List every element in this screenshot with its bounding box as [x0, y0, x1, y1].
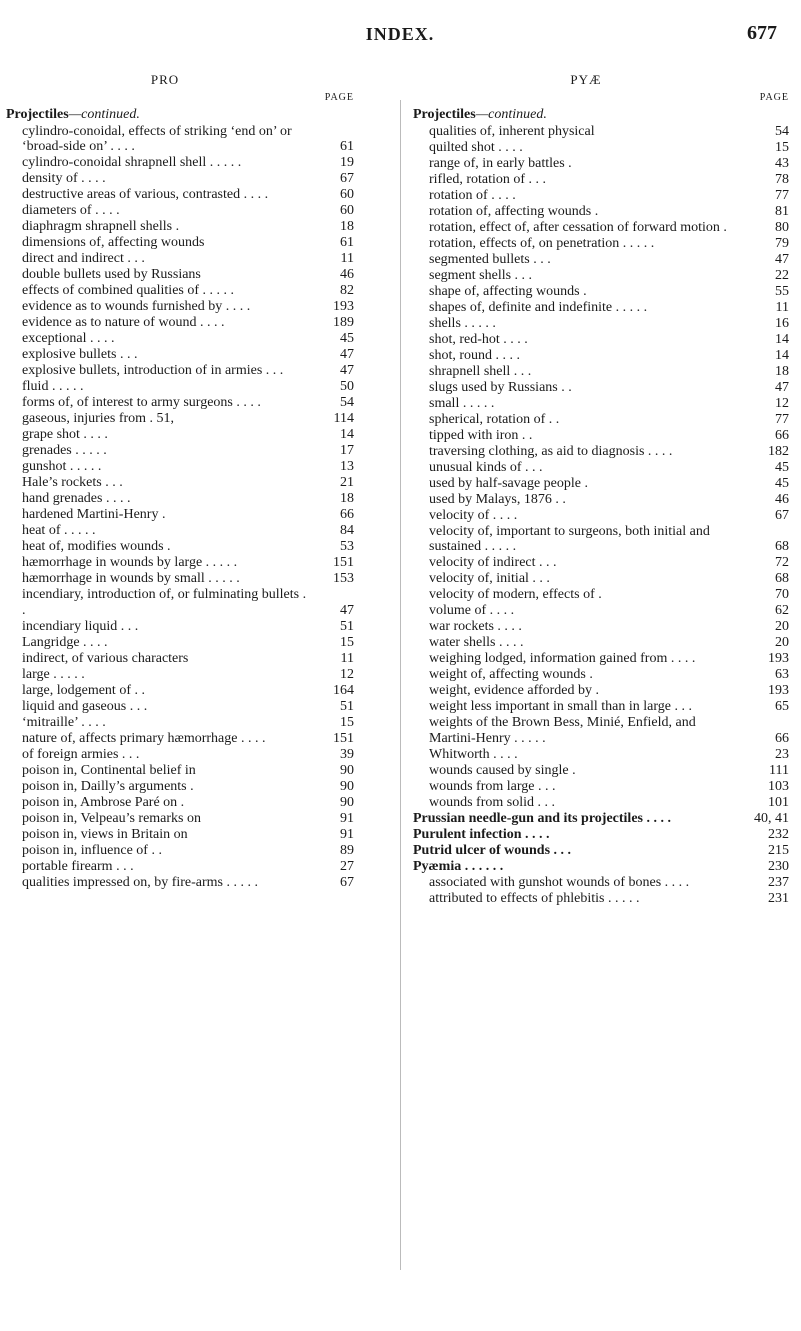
entry-text: nature of, affects primary hæmorrhage . . . .	[22, 730, 266, 746]
index-entry	[413, 364, 789, 380]
index-entry	[413, 204, 789, 220]
entry-text: weights of the Brown Bess, Minié, Enfield, and Martini-Henry . . . . .	[429, 715, 696, 746]
index-entry	[6, 555, 354, 571]
entry-page-ref: 193	[333, 299, 354, 314]
entry-page-ref: 23	[775, 746, 789, 762]
entry-page-ref: 11	[340, 650, 354, 666]
index-entry	[6, 283, 354, 299]
entry-page-ref: 15	[340, 634, 354, 650]
index-entry	[413, 555, 789, 571]
entry-page-ref: 12	[340, 666, 354, 682]
entry-text: portable firearm . . .	[22, 858, 134, 874]
entry-text: indirect, of various characters	[22, 650, 189, 666]
entry-text: large, lodgement of . .	[22, 682, 145, 698]
left-page-label: PAGE	[324, 91, 354, 103]
entry-page-ref: 91	[340, 826, 354, 842]
entry-text: shrapnell shell . . .	[429, 363, 532, 379]
entry-text: unusual kinds of . . .	[429, 459, 543, 475]
entry-text: wounds from solid . . .	[429, 794, 555, 810]
index-entry	[6, 747, 354, 763]
entry-page-ref: 103	[768, 778, 789, 794]
entry-page-ref: 89	[340, 842, 354, 858]
index-entry	[6, 411, 354, 427]
entry-page-ref: 230	[768, 858, 789, 874]
index-entry	[413, 476, 789, 492]
entry-page-ref: 21	[340, 475, 354, 490]
index-entry	[413, 779, 789, 795]
entry-page-ref: 63	[775, 667, 789, 682]
entry-text: poison in, Ambrose Paré on .	[22, 794, 185, 810]
index-entry	[6, 491, 354, 507]
entry-page-ref: 60	[340, 187, 354, 202]
entry-page-ref: 17	[340, 443, 354, 458]
entry-page-ref: 43	[775, 155, 789, 171]
index-entry	[413, 891, 789, 907]
entry-text: war rockets . . . .	[429, 619, 522, 634]
entry-page-ref: 20	[775, 619, 789, 634]
index-entry	[6, 155, 354, 171]
index-entry	[6, 651, 354, 667]
entry-page-ref: 45	[340, 331, 354, 346]
entry-text: shot, round . . . .	[429, 347, 520, 363]
entry-page-ref: 193	[768, 651, 789, 666]
index-entry	[6, 667, 354, 683]
index-entry	[413, 683, 789, 699]
entry-page-ref: 19	[340, 155, 354, 170]
entry-text: segmented bullets . . .	[429, 251, 551, 267]
entry-page-ref: 14	[775, 347, 789, 363]
left-heading-text: Projectiles	[6, 107, 69, 122]
index-entry	[413, 651, 789, 667]
index-entry	[413, 843, 789, 859]
entry-text: water shells . . . .	[429, 635, 524, 650]
index-entry	[413, 268, 789, 284]
index-entry	[413, 875, 789, 891]
index-entry	[6, 715, 354, 731]
entry-text: ‘mitraille’ . . . .	[22, 714, 106, 730]
entry-text: poison in, influence of . .	[22, 842, 162, 858]
entry-text: destructive areas of various, contrasted . . . .	[22, 187, 269, 202]
entry-page-ref: 114	[333, 411, 354, 426]
index-entry	[6, 635, 354, 651]
entry-text: volume of . . . .	[429, 603, 515, 618]
entry-page-ref: 46	[340, 267, 354, 282]
entry-text: rotation of, affecting wounds .	[429, 203, 599, 219]
entry-page-ref: 68	[775, 539, 789, 554]
entry-page-ref: 68	[775, 571, 789, 586]
entry-text: evidence as to wounds furnished by . . . .	[22, 299, 251, 314]
entry-page-ref: 82	[340, 283, 354, 298]
index-entry	[6, 171, 354, 187]
index-entry	[413, 667, 789, 683]
entry-text: rotation, effect of, after cessation of forward motion .	[429, 219, 727, 235]
index-entry	[6, 459, 354, 475]
entry-page-ref: 72	[775, 555, 789, 570]
right-range-label: PYÆ	[570, 72, 602, 87]
entry-page-ref: 78	[775, 171, 789, 187]
entry-page-ref: 13	[340, 459, 354, 474]
entry-page-ref: 67	[340, 171, 354, 186]
entry-page-ref: 65	[775, 699, 789, 714]
index-entry	[6, 571, 354, 587]
left-range-label: PRO	[150, 72, 180, 87]
entry-text: forms of, of interest to army surgeons . . . .	[22, 395, 261, 410]
index-entry	[6, 299, 354, 315]
entry-text: Pyæmia . . . . . .	[413, 858, 504, 874]
right-heading-suffix: —continued.	[475, 107, 547, 122]
index-entry	[6, 779, 354, 795]
entry-text: shape of, affecting wounds .	[429, 283, 587, 299]
entry-page-ref: 47	[775, 379, 789, 395]
index-entry	[6, 395, 354, 411]
index-entry	[6, 843, 354, 859]
entry-page-ref: 16	[775, 315, 789, 331]
entry-page-ref: 51	[340, 618, 354, 634]
entry-text: weight of, affecting wounds .	[429, 667, 593, 682]
index-entry	[413, 811, 789, 827]
entry-page-ref: 153	[333, 571, 354, 586]
index-entry	[6, 267, 354, 283]
left-heading	[6, 107, 354, 123]
entry-page-ref: 47	[340, 363, 354, 378]
entry-page-ref: 77	[775, 411, 789, 427]
index-entry	[413, 603, 789, 619]
entry-page-ref: 47	[775, 251, 789, 267]
entry-text: range of, in early battles .	[429, 155, 572, 171]
entry-text: qualities of, inherent physical	[429, 123, 595, 139]
entry-text: incendiary, introduction of, or fulminating bullets . .	[22, 587, 307, 618]
entry-page-ref: 40, 41	[754, 810, 789, 826]
entry-text: used by half-savage people .	[429, 475, 588, 491]
entry-page-ref: 55	[775, 283, 789, 299]
entry-page-ref: 11	[775, 299, 789, 315]
entry-text: gunshot . . . . .	[22, 459, 102, 474]
entry-page-ref: 15	[340, 714, 354, 730]
index-entry	[413, 220, 789, 236]
entry-text: hand grenades . . . .	[22, 491, 131, 506]
entry-page-ref: 193	[768, 683, 789, 698]
index-entry	[6, 203, 354, 219]
index-entry	[6, 251, 354, 267]
entry-page-ref: 164	[333, 682, 354, 698]
index-entry	[413, 188, 789, 204]
index-entry	[413, 747, 789, 763]
entry-text: effects of combined qualities of . . . . .	[22, 283, 235, 298]
entry-page-ref: 18	[340, 219, 354, 234]
entry-page-ref: 46	[775, 491, 789, 507]
entry-page-ref: 39	[340, 746, 354, 762]
index-entry	[413, 124, 789, 140]
index-entry	[413, 492, 789, 508]
index-entry	[413, 284, 789, 300]
index-entry	[6, 619, 354, 635]
entry-text: weighing lodged, information gained from . . . .	[429, 651, 696, 666]
entry-page-ref: 66	[775, 730, 789, 746]
entry-page-ref: 111	[769, 762, 789, 778]
index-entry	[6, 763, 354, 779]
entry-text: direct and indirect . . .	[22, 251, 145, 266]
entry-page-ref: 62	[775, 603, 789, 618]
entry-page-ref: 61	[340, 139, 354, 154]
entry-text: liquid and gaseous . . .	[22, 698, 148, 714]
entry-page-ref: 90	[340, 794, 354, 810]
entry-text: Purulent infection . . . .	[413, 826, 550, 842]
entry-text: poison in, Velpeau’s remarks on	[22, 810, 201, 826]
entry-page-ref: 53	[340, 539, 354, 554]
index-entry	[413, 380, 789, 396]
index-entry	[413, 619, 789, 635]
index-entry	[6, 875, 354, 891]
entry-text: diaphragm shrapnell shells .	[22, 219, 180, 234]
index-entry	[413, 571, 789, 587]
entry-text: evidence as to nature of wound . . . .	[22, 315, 225, 330]
column-divider	[400, 100, 401, 1270]
index-entry	[413, 300, 789, 316]
entry-text: heat of, modifies wounds .	[22, 539, 171, 554]
entry-text: quilted shot . . . .	[429, 139, 523, 155]
index-entry	[413, 412, 789, 428]
index-entry	[413, 172, 789, 188]
entry-text: shot, red-hot . . . .	[429, 331, 528, 347]
entry-page-ref: 14	[775, 331, 789, 347]
entry-text: wounds caused by single .	[429, 762, 576, 778]
entry-page-ref: 27	[340, 858, 354, 874]
entry-page-ref: 47	[340, 347, 354, 362]
index-entry	[413, 508, 789, 524]
index-entry	[413, 699, 789, 715]
index-entry	[6, 475, 354, 491]
entry-page-ref: 151	[333, 730, 354, 746]
entry-page-ref: 70	[775, 587, 789, 602]
entry-text: poison in, views in Britain on	[22, 826, 188, 842]
entry-page-ref: 18	[340, 491, 354, 506]
index-entry	[413, 316, 789, 332]
entry-text: explosive bullets, introduction of in armies . . .	[22, 363, 284, 378]
entry-text: tipped with iron . .	[429, 427, 533, 443]
entry-page-ref: 91	[340, 810, 354, 826]
entry-page-ref: 67	[775, 507, 789, 523]
index-entry	[6, 363, 354, 379]
right-column	[413, 72, 789, 907]
entry-page-ref: 80	[775, 219, 789, 235]
entry-page-ref: 22	[775, 267, 789, 283]
entry-text: Whitworth . . . .	[429, 746, 518, 762]
entry-page-ref: 11	[340, 251, 354, 266]
entry-text: velocity of, initial . . .	[429, 571, 550, 586]
entry-page-ref: 18	[775, 363, 789, 379]
entry-page-ref: 90	[340, 762, 354, 778]
entry-text: Langridge . . . .	[22, 634, 108, 650]
index-entry	[413, 140, 789, 156]
entry-text: exceptional . . . .	[22, 331, 115, 346]
index-entry	[413, 428, 789, 444]
index-entry	[6, 859, 354, 875]
index-entry	[413, 156, 789, 172]
entry-page-ref: 231	[768, 890, 789, 906]
entry-text: hardened Martini-Henry .	[22, 507, 166, 522]
entry-page-ref: 101	[768, 794, 789, 810]
entry-page-ref: 232	[768, 826, 789, 842]
entry-page-ref: 60	[340, 203, 354, 218]
index-entry	[413, 795, 789, 811]
index-entry	[6, 539, 354, 555]
index-entry	[6, 443, 354, 459]
entry-page-ref: 237	[768, 874, 789, 890]
index-entry	[6, 331, 354, 347]
index-entry	[413, 859, 789, 875]
index-entry	[6, 731, 354, 747]
index-entry	[6, 124, 354, 155]
index-entry	[6, 219, 354, 235]
entry-page-ref: 77	[775, 187, 789, 203]
entry-text: diameters of . . . .	[22, 203, 120, 218]
entry-text: wounds from large . . .	[429, 778, 556, 794]
entry-text: fluid . . . . .	[22, 379, 84, 394]
entry-text: spherical, rotation of . .	[429, 411, 560, 427]
entry-text: hæmorrhage in wounds by small . . . . .	[22, 571, 240, 586]
entry-page-ref: 215	[768, 842, 789, 858]
entry-page-ref: 66	[340, 507, 354, 522]
entry-text: rifled, rotation of . . .	[429, 171, 547, 187]
entry-page-ref: 66	[775, 427, 789, 443]
entry-text: large . . . . .	[22, 666, 85, 682]
right-entries	[413, 124, 789, 907]
entry-text: qualities impressed on, by fire-arms . . . . .	[22, 874, 259, 890]
entry-text: explosive bullets . . .	[22, 347, 138, 362]
entry-text: small . . . . .	[429, 395, 495, 411]
entry-text: poison in, Dailly’s arguments .	[22, 778, 194, 794]
left-entries	[6, 124, 354, 891]
index-entry	[413, 587, 789, 603]
index-entry	[413, 635, 789, 651]
running-head: INDEX.	[365, 24, 435, 44]
index-entry	[6, 427, 354, 443]
entry-page-ref: 45	[775, 475, 789, 491]
entry-page-ref: 84	[340, 523, 354, 538]
index-entry	[6, 811, 354, 827]
index-entry	[6, 379, 354, 395]
index-entry	[6, 699, 354, 715]
entry-page-ref: 182	[768, 443, 789, 459]
left-column	[6, 72, 354, 891]
entry-page-ref: 47	[340, 602, 354, 618]
entry-text: incendiary liquid . . .	[22, 618, 139, 634]
entry-page-ref: 54	[775, 123, 789, 139]
entry-page-ref: 54	[340, 395, 354, 410]
entry-text: velocity of, important to surgeons, both initial and sustained . . . . .	[429, 523, 710, 554]
index-entry	[413, 715, 789, 746]
index-entry	[6, 235, 354, 251]
entry-text: poison in, Continental belief in	[22, 762, 196, 778]
entry-text: rotation, effects of, on penetration . . . . .	[429, 235, 655, 251]
entry-text: attributed to effects of phlebitis . . . . .	[429, 890, 640, 906]
index-entry	[413, 827, 789, 843]
entry-page-ref: 61	[340, 235, 354, 250]
entry-page-ref: 12	[775, 395, 789, 411]
index-entry	[6, 795, 354, 811]
index-entry	[6, 683, 354, 699]
index-entry	[6, 315, 354, 331]
index-entry	[6, 523, 354, 539]
entry-page-ref: 67	[340, 874, 354, 890]
entry-text: shells . . . . .	[429, 315, 496, 331]
entry-page-ref: 151	[333, 555, 354, 570]
index-entry	[413, 348, 789, 364]
entry-text: associated with gunshot wounds of bones . . . .	[429, 874, 690, 890]
entry-page-ref: 51	[340, 698, 354, 714]
entry-text: Putrid ulcer of wounds . . .	[413, 842, 572, 858]
index-entry	[6, 507, 354, 523]
entry-text: weight less important in small than in large . . .	[429, 699, 692, 714]
entry-text: Prussian needle-gun and its projectiles . . . .	[413, 810, 671, 826]
index-entry	[413, 332, 789, 348]
index-entry	[6, 347, 354, 363]
entry-page-ref: 90	[340, 778, 354, 794]
page-number: 677	[747, 22, 777, 44]
right-heading-text: Projectiles	[413, 107, 476, 122]
entry-text: heat of . . . . .	[22, 523, 96, 538]
index-entry	[413, 252, 789, 268]
index-entry	[413, 460, 789, 476]
entry-text: velocity of . . . .	[429, 507, 518, 523]
entry-text: density of . . . .	[22, 171, 106, 186]
index-entry	[413, 763, 789, 779]
index-entry	[413, 524, 789, 555]
entry-text: traversing clothing, as aid to diagnosis . . . .	[429, 443, 673, 459]
entry-text: dimensions of, affecting wounds	[22, 235, 205, 250]
index-entry	[413, 396, 789, 412]
entry-page-ref: 50	[340, 379, 354, 394]
entry-page-ref: 45	[775, 459, 789, 475]
entry-page-ref: 20	[775, 635, 789, 650]
left-heading-suffix: —continued.	[68, 107, 140, 122]
entry-page-ref: 81	[775, 203, 789, 219]
entry-text: hæmorrhage in wounds by large . . . . .	[22, 555, 238, 570]
entry-text: velocity of modern, effects of .	[429, 587, 602, 602]
index-entry	[6, 587, 354, 618]
index-entry	[6, 187, 354, 203]
entry-text: Hale’s rockets . . .	[22, 475, 123, 490]
right-page-label: PAGE	[759, 91, 789, 103]
index-entry	[6, 827, 354, 843]
index-entry	[413, 236, 789, 252]
entry-page-ref: 15	[775, 139, 789, 155]
entry-text: weight, evidence afforded by .	[429, 683, 600, 698]
index-entry	[413, 444, 789, 460]
entry-text: double bullets used by Russians	[22, 267, 201, 282]
entry-page-ref: 79	[775, 235, 789, 251]
entry-text: of foreign armies . . .	[22, 746, 140, 762]
entry-page-ref: 189	[333, 315, 354, 330]
entry-text: gaseous, injuries from . 51,	[22, 411, 175, 426]
entry-text: used by Malays, 1876 . .	[429, 491, 566, 507]
right-heading	[413, 107, 789, 123]
entry-page-ref: 14	[340, 427, 354, 442]
entry-text: slugs used by Russians . .	[429, 379, 572, 395]
entry-text: grape shot . . . .	[22, 427, 108, 442]
entry-text: shapes of, definite and indefinite . . . . .	[429, 299, 648, 315]
entry-text: rotation of . . . .	[429, 187, 516, 203]
entry-text: segment shells . . .	[429, 267, 533, 283]
entry-text: velocity of indirect . . .	[429, 555, 557, 570]
entry-text: cylindro-conoidal shrapnell shell . . . . .	[22, 155, 242, 170]
entry-text: cylindro-conoidal, effects of striking ‘end on’ or ‘broad-side on’ . . . .	[22, 123, 292, 154]
entry-text: grenades . . . . .	[22, 443, 107, 458]
